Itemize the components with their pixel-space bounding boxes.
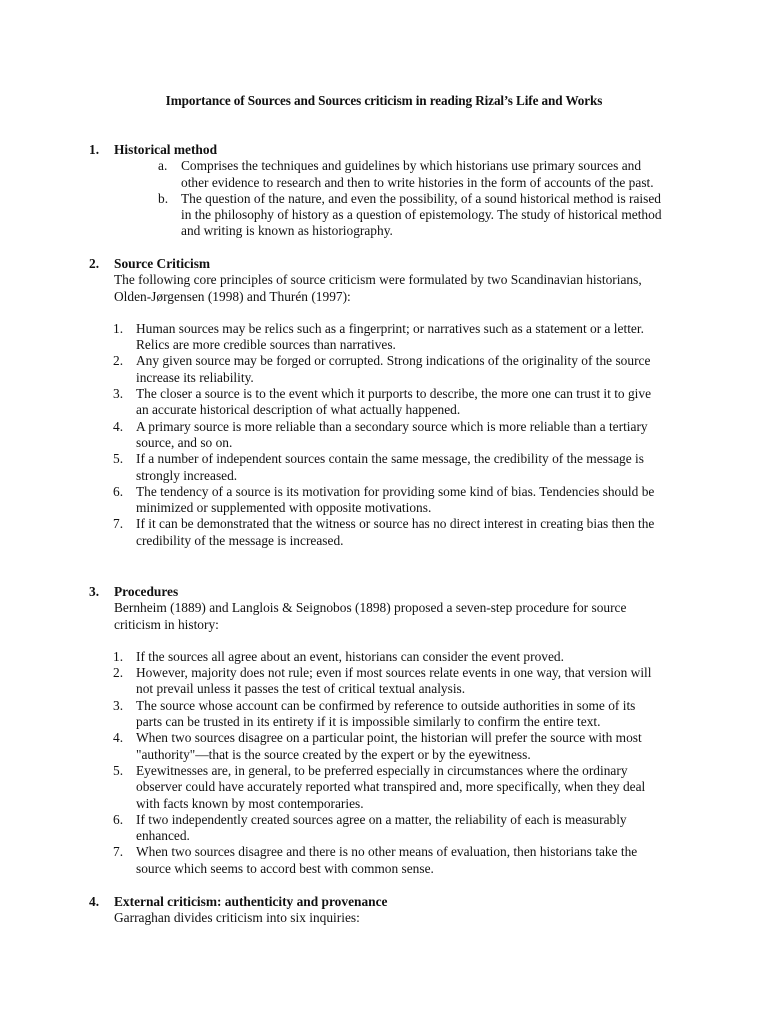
section-number: 3. [89,584,100,599]
item-line: The closer a source is to the event which it purports to describe, the more one can trust it to give [136,386,652,402]
item-line: If the sources all agree about an event, historians can consider the event proved. [136,648,564,664]
item-line: When two sources disagree on a particular point, the historian will prefer the source with most [136,730,642,746]
intro-line: Garraghan divides criticism into six inquiries: [114,910,360,926]
item-line: The question of the nature, and even the possibility, of a sound historical method is raised [181,190,661,206]
item-line: If two independently created sources agree on a matter, the reliability of each is measurably [136,811,627,827]
list-item [113,844,676,877]
section-external-criticism [0,894,768,927]
section-heading [0,142,768,158]
section-number: 2. [89,256,100,271]
item-label: 1. [113,648,124,664]
section-historical-method [0,142,768,240]
item-line: increase its reliability. [136,369,254,385]
item-line: Relics are more credible sources than narratives. [136,337,396,353]
intro-line: criticism in history: [114,616,219,632]
item-label: 7. [113,844,124,860]
section-heading [0,894,768,910]
item-label: 5. [113,762,124,778]
item-line: an accurate historical description of what actually happened. [136,402,461,418]
item-label: 1. [113,320,124,336]
section-intro [114,272,674,305]
item-label: 3. [113,697,124,713]
item-line: enhanced. [136,828,190,844]
section-heading [0,256,768,272]
item-line: "authority"—that is the source created by the expert or by the eyewitness. [136,746,531,762]
list-item [113,762,676,812]
list-item [113,451,676,484]
section-title: Source Criticism [114,256,211,271]
item-label: b. [158,190,169,206]
procedure-list [0,649,768,877]
item-line: Human sources may be relics such as a fingerprint; or narratives such as a statement or a letter. [136,320,644,336]
item-line: Comprises the techniques and guidelines by which historians use primary sources and [181,158,642,174]
list-item [113,811,676,845]
item-line: A primary source is more reliable than a secondary source which is more reliable than a tertiary [136,418,648,434]
intro-line: The following core principles of source criticism were formulated by two Scandinavian historians, [114,272,642,288]
list-item [113,483,676,517]
item-line: not prevail unless it passes the test of critical textual analysis. [136,681,466,697]
item-label: 4. [113,418,124,434]
section-source-criticism [0,256,768,549]
item-line: source which seems to accord best with common sense. [136,860,434,876]
item-label: 6. [113,483,124,499]
list-item [113,516,676,549]
list-item [113,697,676,731]
list-item [113,320,676,354]
list-item [158,158,681,191]
item-label: a. [158,158,168,174]
list-item [113,730,676,763]
item-line: The tendency of a source is its motivation for providing some kind of bias. Tendencies should be [136,483,655,499]
item-line: parts can be trusted in its entirety if it is impossible similarly to confirm the entire text. [136,714,601,730]
item-line: When two sources disagree and there is no other means of evaluation, then historians take the [136,844,638,860]
item-label: 2. [113,665,124,681]
list-item [113,665,676,698]
item-line: other evidence to research and then to write histories in the form of accounts of the past. [181,174,654,190]
section-procedures [0,584,768,877]
section-heading [0,584,768,600]
item-line: with facts known by most contemporaries. [136,795,364,811]
principles-list [0,321,768,549]
item-label: 3. [113,386,124,402]
item-line: minimized or supplemented with opposite motivations. [136,500,432,516]
section-title: Procedures [114,584,179,599]
intro-line: Bernheim (1889) and Langlois & Seignobos (1898) proposed a seven-step procedure for source [114,600,627,616]
section-intro [114,600,674,633]
intro-line: Olden-Jørgensen (1998) and Thurén (1997): [114,288,351,304]
list-item [113,353,676,386]
item-line: observer could have accurately reported what transpired and, more specifically, when they deal [136,779,646,795]
section-title: Historical method [114,142,218,157]
item-line: However, majority does not rule; even if most sources relate events in one way, that version will [136,665,652,681]
item-line: strongly increased. [136,467,238,483]
item-label: 4. [113,730,124,746]
section-intro [114,910,674,926]
section-title: External criticism: authenticity and provenance [114,894,388,909]
item-line: If it can be demonstrated that the witness or source has no direct interest in creating bias then the [136,516,655,532]
item-line: Eyewitnesses are, in general, to be preferred especially in circumstances where the ordinary [136,762,628,778]
document-title: Importance of Sources and Sources criticism in reading Rizal’s Life and Works [165,93,603,108]
item-line: If a number of independent sources contain the same message, the credibility of the message is [136,451,644,467]
item-line: and writing is known as historiography. [181,223,393,239]
item-label: 7. [113,516,124,532]
item-line: source, and so on. [136,434,233,450]
item-label: 6. [113,811,124,827]
section-number: 4. [89,894,100,909]
item-label: 2. [113,353,124,369]
item-label: 5. [113,451,124,467]
section-number: 1. [89,142,100,157]
list-item [113,418,676,452]
item-line: credibility of the message is increased. [136,532,344,548]
list-item [158,190,681,240]
sub-list [0,158,768,239]
list-item [113,386,676,419]
item-line: The source whose account can be confirmed by reference to outside authorities in some of its [136,697,636,713]
item-line: Any given source may be forged or corrupted. Strong indications of the originality of the source [136,353,651,369]
list-item [113,648,676,665]
item-line: in the philosophy of history as a question of epistemology. The study of historical method [181,207,662,223]
